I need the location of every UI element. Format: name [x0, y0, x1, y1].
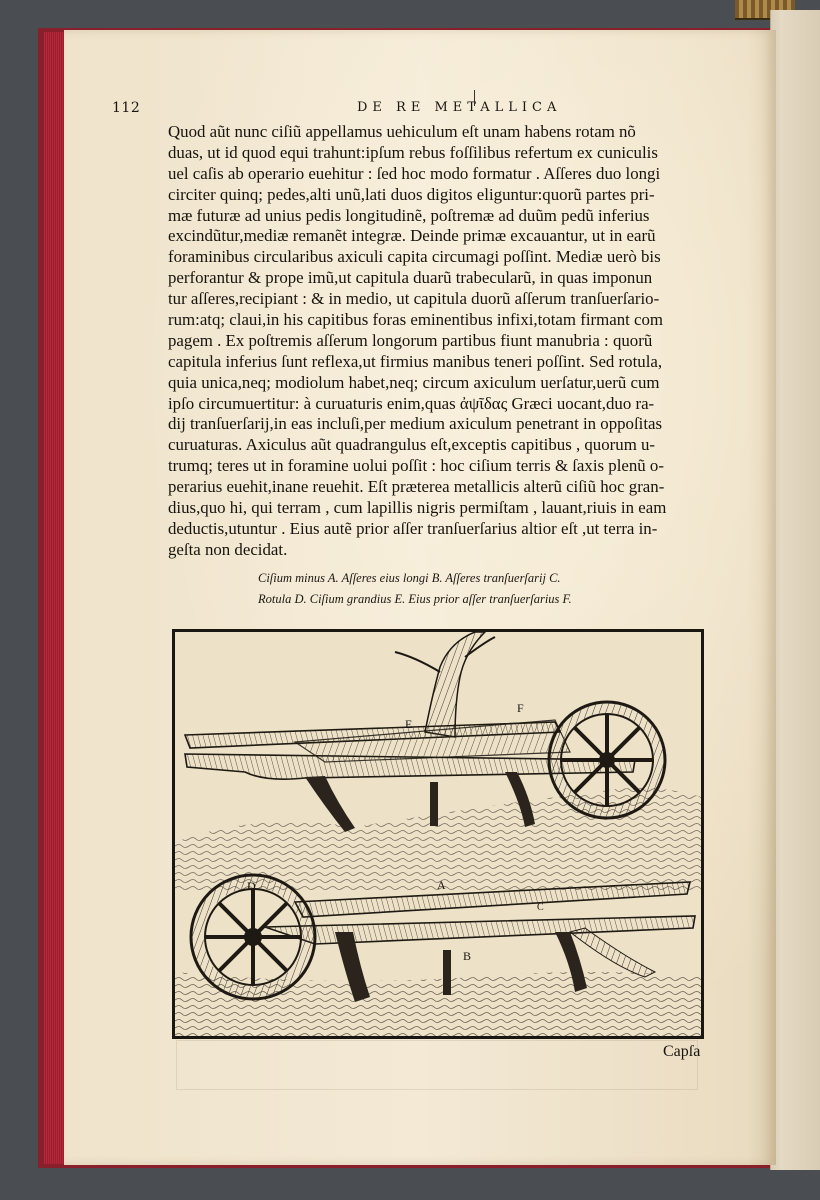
- body-line: capitula inferius ſunt reflexa,ut firmius manibus teneri poſſint. Sed rotula,: [168, 351, 663, 371]
- page-edges-left: [44, 32, 66, 1164]
- body-line: tur aſſeres,recipiant : & in medio, ut capitula duorũ aſſerum tranſuerſario-: [168, 289, 660, 309]
- body-line: perarius euehit,inane reuehit. Eſt præterea metallicis alterũ ciſiũ hoc gran-: [168, 477, 665, 497]
- body-line: mæ futuræ ad unius pedis longitudinẽ, poſtremæ ad duũm pedũ inferius: [168, 205, 650, 225]
- label-C: C: [537, 902, 544, 913]
- body-line: foraminibus circularibus axiculi capita circumagi poſſint. Mediæ uerò bis: [168, 247, 661, 267]
- body-line: uel caſis ab operario euehitur : ſed hoc modo formatur . Aſſeres duo longi: [168, 163, 661, 183]
- label-B: B: [463, 949, 472, 963]
- label-E: E: [405, 717, 413, 731]
- body-line: trumq; teres ut in foramine uolui poſſit : hoc ciſium terris & ſaxis plenũ o-: [168, 456, 664, 476]
- caption-line: Ciſium minus A. Aſſeres eius longi B. Aſſeres tranſuerſarij C.: [258, 571, 561, 585]
- label-A: A: [437, 878, 446, 892]
- body-line: perforantur & prope imũ,ut capitula duarũ trabecularũ, in quas imponun: [168, 268, 653, 288]
- body-line: excindũtur,mediæ remanẽt integræ. Deinde primæ excauantur, ut in earũ: [168, 226, 656, 246]
- body-line: rum:atq; claui,in his capitibus foras eminentibus infixi,totam firmant com: [168, 310, 664, 330]
- body-line: Quod aũt nunc ciſiũ appellamus uehiculum eſt unam habens rotam nõ: [168, 122, 636, 141]
- body-line: deductis,utuntur . Eius autẽ prior aſſer tranſuerſarius altior eſt ,ut terra in-: [168, 518, 658, 538]
- label-D: D: [247, 879, 256, 893]
- caption-line: Rotula D. Ciſium grandius E. Eius prior aſſer tranſuerſarius F.: [258, 592, 572, 606]
- body-line: quia unica,neq; modiolum habet,neq; circum axiculum uerſatur,uerũ cum: [168, 372, 660, 392]
- body-line: circiter quinq; pedes,alti unũ,lati duos digitos eliguntur:quorũ partes pri-: [168, 184, 655, 204]
- body-line: duas, ut id quod equi trahunt:ipſum rebus foſſilibus refertum ex cuniculis: [168, 142, 658, 162]
- woodcut-illustration-wheelbarrows: [172, 629, 704, 1039]
- body-line: dij tranſuerſarij,in eas incluſi,per medium axiculum penetrant in oppoſitas: [168, 414, 663, 434]
- woodcut-drawing: [175, 632, 701, 1036]
- bleed-through-frame: [176, 1040, 701, 1090]
- page-number: 112: [112, 100, 141, 116]
- facing-page: [783, 10, 820, 1170]
- body-line: ipſo circumuertitur: à curuaturis enim,quas ἀψῖδας Græci uocant,duo ra-: [168, 393, 655, 413]
- running-head-title: DE RE METALLICA: [357, 100, 562, 115]
- body-line: pagem . Ex poſtremis aſſerum longorum partibus fiunt manubria : quorũ: [168, 330, 653, 350]
- body-line: geſta non decidat.: [168, 539, 288, 559]
- catchword: Capſa: [663, 1043, 701, 1060]
- facing-page-edge: [770, 10, 820, 1170]
- running-head: [112, 100, 712, 120]
- body-line: curuaturas. Axiculus aũt quadrangulus eſt,exceptis capitibus , quorum u-: [168, 435, 656, 455]
- body-text: [168, 122, 713, 561]
- label-F: F: [517, 701, 524, 715]
- body-line: dius,quo hi, qui terram , cum lapillis nigris permiſtam , lauant,riuis in eam: [168, 498, 667, 518]
- figure-caption: [258, 568, 678, 610]
